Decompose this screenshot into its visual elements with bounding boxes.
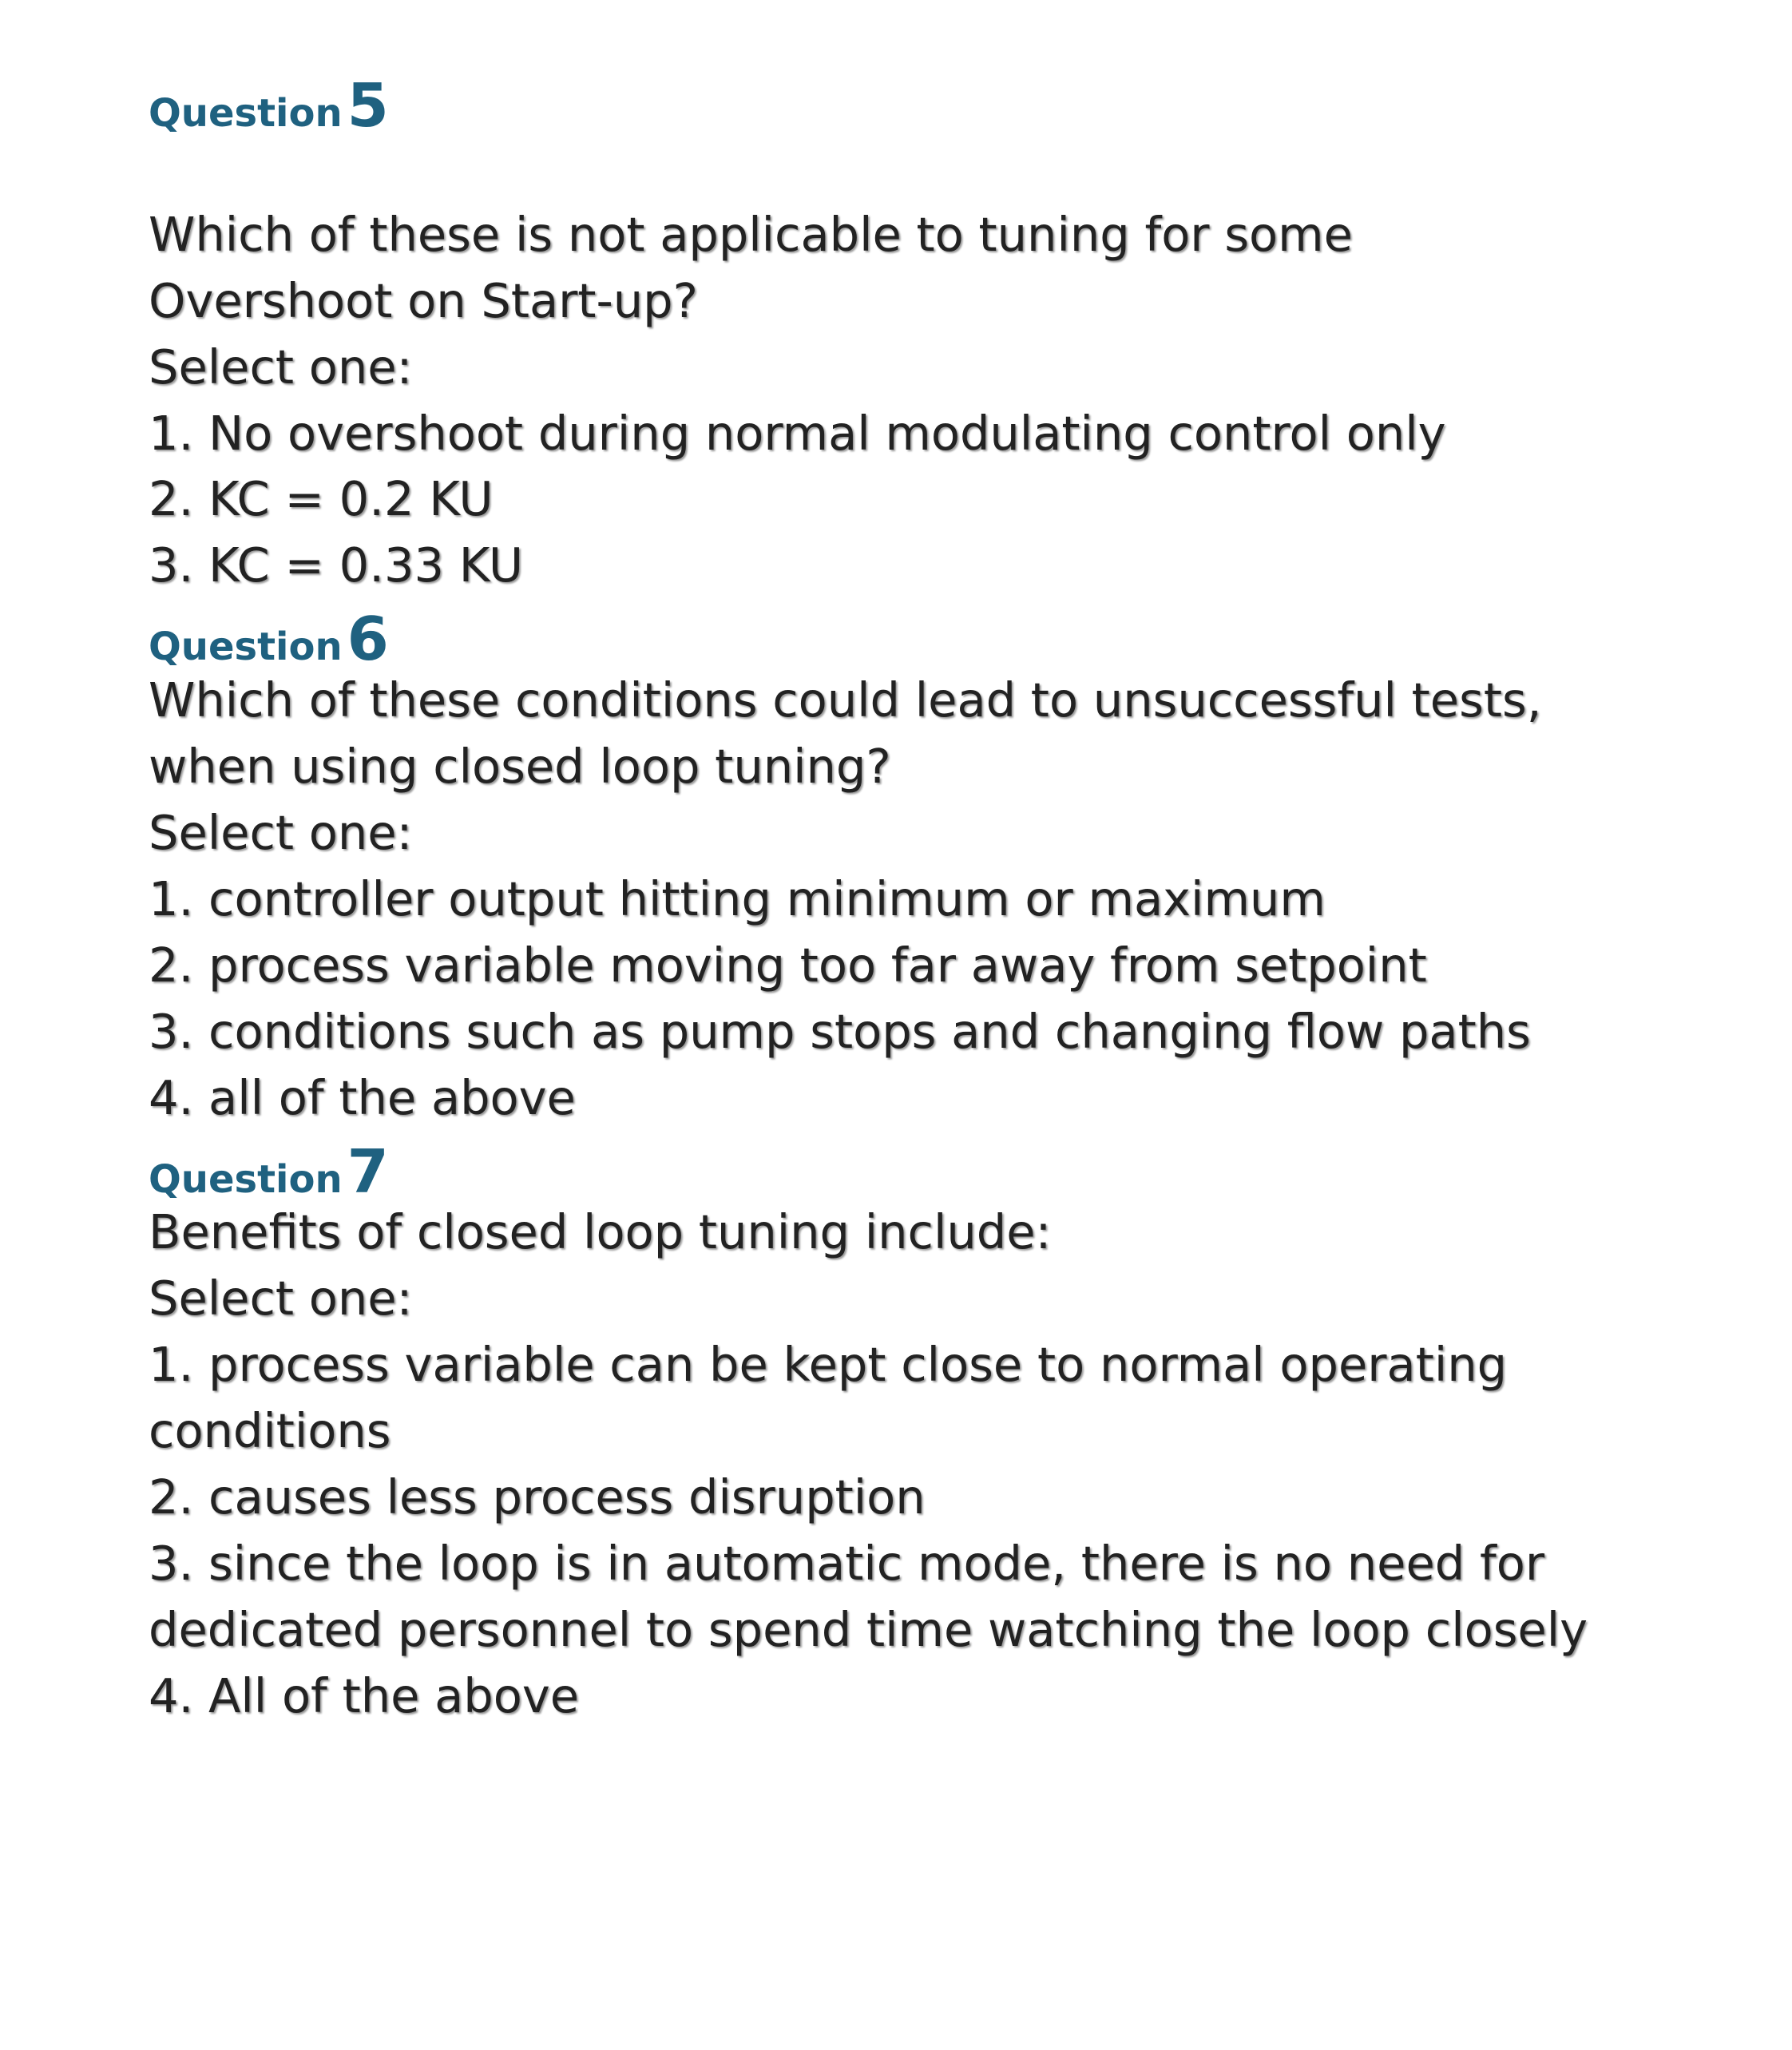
question-7-heading	[149, 1136, 389, 1207]
question-7-option-3: 3. since the loop is in automatic mode, there is no need for	[149, 1536, 1545, 1591]
question-label: Question	[149, 625, 343, 669]
question-5-prompt-line-1: Which of these is not applicable to tuning for some	[149, 207, 1353, 262]
question-5-heading	[149, 70, 389, 141]
question-6-prompt-line-2: when using closed loop tuning?	[149, 739, 891, 794]
question-6-option-3: 3. conditions such as pump stops and changing flow paths	[149, 1004, 1531, 1059]
question-6-prompt-line-1: Which of these conditions could lead to unsuccessful tests,	[149, 672, 1542, 728]
question-7-option-1: 1. process variable can be kept close to normal operating	[149, 1337, 1508, 1392]
question-5-option-1: 1. No overshoot during normal modulating control only	[149, 406, 1446, 461]
question-label: Question	[149, 1157, 343, 1202]
question-5-option-3: 3. KC = 0.33 KU	[149, 537, 524, 593]
question-7-instruction: Select one:	[149, 1271, 413, 1326]
question-6-option-1: 1. controller output hitting minimum or maximum	[149, 871, 1326, 926]
question-5-prompt-line-2: Overshoot on Start-up?	[149, 273, 698, 328]
question-6-option-2: 2. process variable moving too far away from setpoint	[149, 938, 1427, 993]
question-6-option-4: 4. all of the above	[149, 1070, 576, 1125]
question-number: 6	[347, 604, 389, 674]
question-label: Question	[149, 91, 343, 136]
question-7-prompt-line-1: Benefits of closed loop tuning include:	[149, 1204, 1052, 1259]
question-5-instruction: Select one:	[149, 339, 413, 395]
question-7-option-3-continued: dedicated personnel to spend time watching the loop closely	[149, 1602, 1588, 1657]
question-number: 5	[347, 70, 389, 141]
question-7-option-4: 4. All of the above	[149, 1668, 580, 1723]
question-6-instruction: Select one:	[149, 805, 413, 860]
question-5-option-2: 2. KC = 0.2 KU	[149, 471, 494, 526]
question-number: 7	[347, 1136, 389, 1207]
question-7-option-2: 2. causes less process disruption	[149, 1469, 926, 1525]
question-6-heading	[149, 604, 389, 674]
question-7-option-1-continued: conditions	[149, 1403, 391, 1458]
